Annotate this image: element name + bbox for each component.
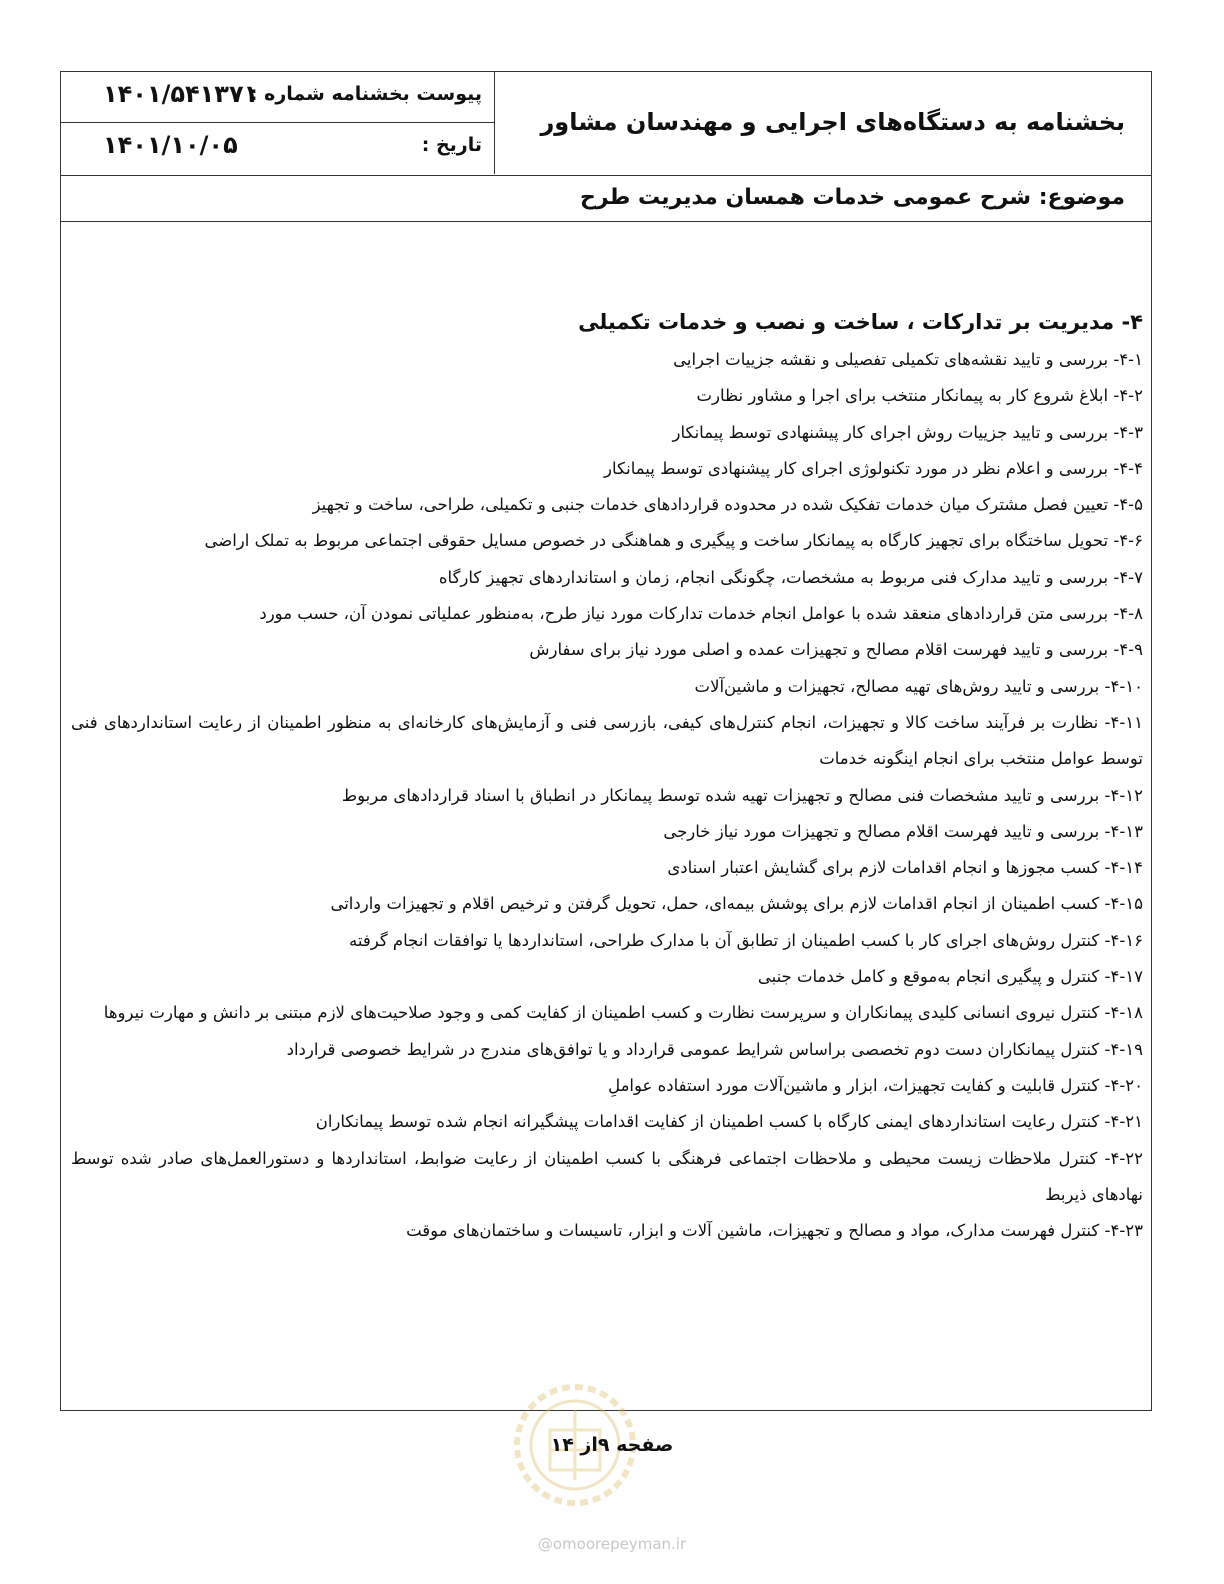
list-item: ۴-۱۹- کنترل پیمانکاران دست دوم تخصصی براساس شرایط عمومی قرارداد و یا توافق‌های مندرج در شرایط خصوصی قرارداد <box>286 1039 1143 1059</box>
list-item: ۴-۶- تحویل ساختگاه برای تجهیز کارگاه به پیمانکار ساخت و پیگیری و هماهنگی در خصوص مسایل حقوقی اجتماعی مربوط به تملک اراضی <box>204 531 1143 551</box>
list-item: ۴-۱۶- کنترل روش‌های اجرای کار با کسب اطمینان از تطابق آن با مدارک طراحی، استانداردها یا توافقات انجام گرفته <box>349 930 1143 950</box>
list-item: ۴-۱۱- نظارت بر فرآیند ساخت کالا و تجهیزات، انجام کنترل‌های کیفی، بازرسی فنی و آزمایش‌های کارخانه‌ای به منظور اطمینان از رعایت استانداردهای فنی توسط عوامل منتخب برای انجام اینگونه خدمات <box>71 712 1143 769</box>
date-cell <box>61 123 494 174</box>
list-item: ۴-۲۳- کنترل فهرست مدارک، مواد و مصالح و تجهیزات، ماشین آلات و ابزار، تاسیسات و ساختمان‌های موقت <box>406 1221 1143 1241</box>
attachment-number: ۱۴۰۱/۵۴۱۳۷۱ <box>103 80 259 108</box>
list-item: ۴-۹- بررسی و تایید فهرست اقلام مصالح و تجهیزات عمده و اصلی مورد نیاز برای سفارش <box>529 640 1143 660</box>
list-item: ۴-۱۲- بررسی و تایید مشخصات فنی مصالح و تجهیزات تهیه شده توسط پیمانکار در انطباق با اسناد قراردادهای مربوط <box>341 785 1143 805</box>
list-item: ۴-۵- تعیین فصل مشترک میان خدمات تفکیک شده در محدوده قراردادهای خدمات جنبی و تکمیلی، طراحی، ساخت و تجهیز <box>312 495 1143 515</box>
list-item: ۴-۱۷- کنترل و پیگیری انجام به‌موقع و کامل خدمات جنبی <box>757 967 1143 987</box>
list-item: ۴-۱۸- کنترل نیروی انسانی کلیدی پیمانکاران و سرپرست نظارت و کسب اطمینان از کفایت کمی و وجود صلاحیت‌های لازم مبتنی بر دانش و مهارت نیروها <box>103 1003 1143 1023</box>
list-item: ۴-۴- بررسی و اعلام نظر در مورد تکنولوژی اجرای کار پیشنهادی توسط پیمانکار <box>604 458 1143 478</box>
attachment-label: پیوست بخشنامه شماره : <box>249 83 482 105</box>
attachment-cell <box>61 72 494 123</box>
content-body <box>71 302 1143 1249</box>
list-item: ۴-۱۰- بررسی و تایید روش‌های تهیه مصالح، تجهیزات و ماشین‌آلات <box>694 676 1143 696</box>
list-item: ۴-۲۰- کنترل قابلیت و کفایت تجهیزات، ابزار و ماشین‌آلات مورد استفاده عواملِ <box>608 1075 1143 1095</box>
circular-title: بخشنامه به دستگاه‌های اجرایی و مهندسان مشاور <box>540 108 1125 136</box>
header-meta-box <box>61 72 495 174</box>
subject-text: موضوع: شرح عمومی خدمات همسان مدیریت طرح <box>580 185 1125 210</box>
subject-row <box>61 176 1151 222</box>
document-frame <box>60 71 1152 1411</box>
date-label: تاریخ : <box>421 134 482 156</box>
section-heading: ۴- مدیریت بر تدارکات ، ساخت و نصب و خدمات تکمیلی <box>578 310 1143 334</box>
list-item: ۴-۲۲- کنترل ملاحظات زیست محیطی و ملاحظات اجتماعی فرهنگی با کسب اطمینان از رعایت ضوابط، استانداردها و دستورالعمل‌های صادر شده توسط نهادهای ذیربط <box>71 1148 1143 1204</box>
list-item: ۴-۷- بررسی و تایید مدارک فنی مربوط به مشخصات، چگونگی انجام، زمان و استانداردهای تجهیز کارگاه <box>438 567 1143 587</box>
header-row <box>61 72 1151 176</box>
list-item: ۴-۸- بررسی متن قراردادهای منعقد شده با عوامل انجام خدمات تدارکات مورد نیاز طرح، به‌منظور عملیاتی نمودن آن، حسب مورد <box>259 604 1143 624</box>
page-number: صفحه ۹از ۱۴ <box>550 1434 674 1456</box>
list-item: ۴-۱- بررسی و تایید نقشه‌های تکمیلی تفصیلی و نقشه جزییات اجرایی <box>673 350 1143 369</box>
list-item: ۴-۳- بررسی و تایید جزییات روش اجرای کار پیشنهادی توسط پیمانکار <box>672 422 1143 442</box>
list-item: ۴-۱۵- کسب اطمینان از انجام اقدامات لازم برای پوشش بیمه‌ای، حمل، تحویل گرفتن و ترخیص اقلام و تجهیزات وارداتی <box>330 894 1143 914</box>
list-item: ۴-۱۳- بررسی و تایید فهرست اقلام مصالح و تجهیزات مورد نیاز خارجی <box>663 821 1143 841</box>
date-value: ۱۴۰۱/۱۰/۰۵ <box>103 131 238 159</box>
list-item: ۴-۲- ابلاغ شروع کار به پیمانکار منتخب برای اجرا و مشاور نظارت <box>696 386 1143 406</box>
watermark-site: @omoorepeyman.ir <box>537 1535 687 1553</box>
item-list <box>71 342 1143 1249</box>
list-item: ۴-۱۴- کسب مجوزها و انجام اقدامات لازم برای گشایش اعتبار اسنادی <box>667 858 1143 878</box>
list-item: ۴-۲۱- کنترل رعایت استانداردهای ایمنی کارگاه با کسب اطمینان از کفایت اقدامات پیشگیرانه انجام شده توسط پیمانکاران <box>315 1112 1143 1132</box>
